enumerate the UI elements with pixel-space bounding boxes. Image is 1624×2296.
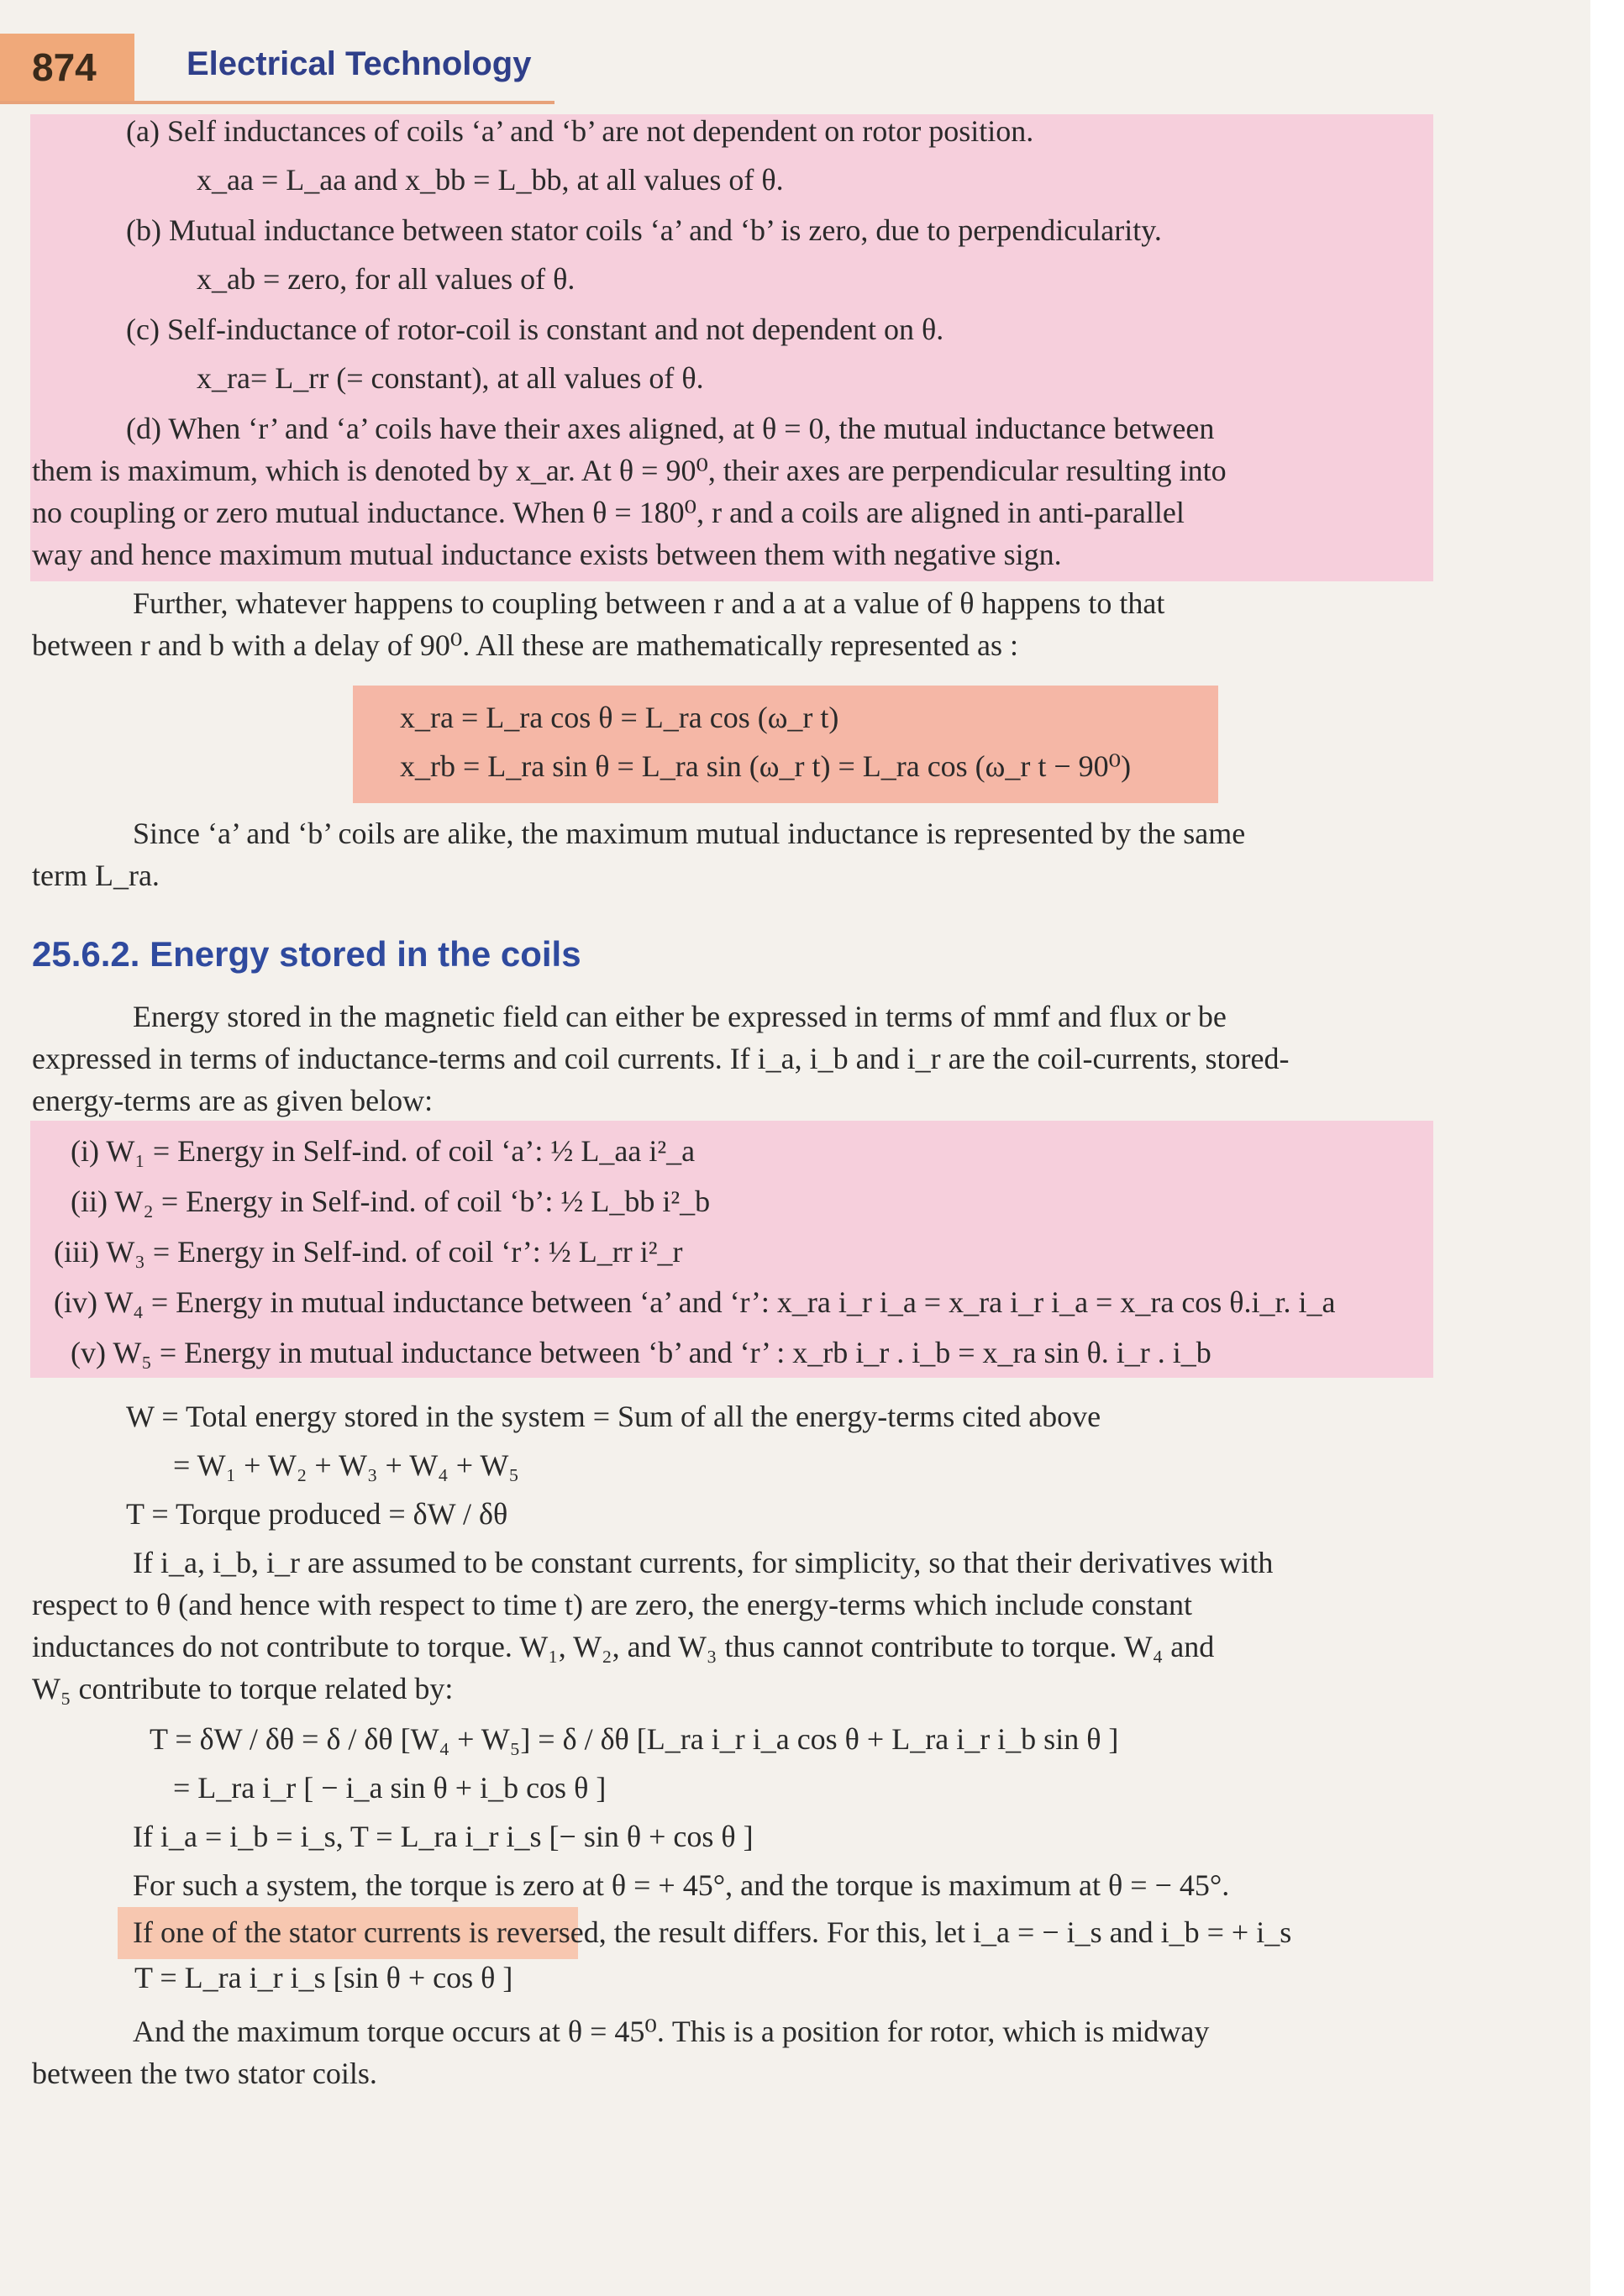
line-d1: (d) When ‘r’ and ‘a’ coils have their axes aligned, at θ = 0, the mutual inductance between — [126, 412, 1215, 445]
line-a2: x_aa = L_aa and x_bb = L_bb, at all values of θ. — [197, 163, 784, 197]
line-c1: (c) Self-inductance of rotor-coil is constant and not dependent on θ. — [126, 313, 944, 346]
line-b1: (b) Mutual inductance between stator coils ‘a’ and ‘b’ is zero, due to perpendicularity. — [126, 213, 1162, 247]
energy-term-3: (iii) W₃ = Energy in Self-ind. of coil ‘r’: ½ L_rr i²_r — [54, 1235, 683, 1269]
line-e2: expressed in terms of inductance-terms and coil currents. If i_a, i_b and i_r are the coil-currents, stored- — [32, 1042, 1290, 1075]
header-rule — [0, 101, 554, 104]
torque-definition: T = Torque produced = δW / δθ — [126, 1497, 508, 1531]
line-end1: And the maximum torque occurs at θ = 45⁰. This is a position for rotor, which is midway — [133, 2015, 1210, 2048]
line-e3: energy-terms are as given below: — [32, 1084, 434, 1117]
reversed-current-line: If one of the stator currents is reversed, the result differs. For this, let i_a = − i_s and i_b = + i_s — [133, 1915, 1292, 1949]
page-header — [0, 34, 1624, 109]
equation-xrb: x_rb = L_ra sin θ = L_ra sin (ω_r t) = L_ra cos (ω_r t − 90⁰) — [400, 749, 1132, 783]
line-p2: respect to θ (and hence with respect to time t) are zero, the energy-terms which include constant — [32, 1588, 1193, 1621]
line-p3: inductances do not contribute to torque. W₁, W₂, and W₃ thus cannot contribute to torque. W₄ and — [32, 1630, 1215, 1663]
torque-statement: For such a system, the torque is zero at θ = + 45°, and the torque is maximum at θ = − 45°. — [133, 1868, 1230, 1902]
energy-term-1: (i) W₁ = Energy in Self-ind. of coil ‘a’: ½ L_aa i²_a — [71, 1134, 696, 1168]
line-b2: x_ab = zero, for all values of θ. — [197, 262, 575, 296]
total-energy-sum: = W₁ + W₂ + W₃ + W₄ + W₅ — [173, 1448, 519, 1482]
line-s2: term L_ra. — [32, 859, 160, 892]
line-s1: Since ‘a’ and ‘b’ coils are alike, the maximum mutual inductance is represented by the same — [133, 817, 1246, 850]
total-energy-line: W = Total energy stored in the system = Sum of all the energy-terms cited above — [126, 1400, 1101, 1433]
torque-equation-3: If i_a = i_b = i_s, T = L_ra i_r i_s [− sin θ + cos θ ] — [133, 1820, 754, 1853]
equation-xra: x_ra = L_ra cos θ = L_ra cos (ω_r t) — [400, 701, 839, 734]
line-p4: W₅ contribute to torque related by: — [32, 1672, 454, 1705]
section-heading: 25.6.2. Energy stored in the coils — [32, 934, 581, 974]
energy-term-4: (iv) W₄ = Energy in mutual inductance between ‘a’ and ‘r’: x_ra i_r i_a = x_ra i_r i_a = x_ra cos θ.i_r. i_a — [54, 1285, 1336, 1319]
line-e1: Energy stored in the magnetic field can either be expressed in terms of mmf and flux or be — [133, 1000, 1227, 1033]
torque-result: T = L_ra i_r i_s [sin θ + cos θ ] — [134, 1961, 513, 1994]
page-number: 874 — [0, 34, 134, 101]
line-f1: Further, whatever happens to coupling between r and a at a value of θ happens to that — [133, 586, 1165, 620]
torque-equation-2: = L_ra i_r [ − i_a sin θ + i_b cos θ ] — [173, 1771, 607, 1805]
line-f2: between r and b with a delay of 90⁰. All these are mathematically represented as : — [32, 628, 1018, 662]
energy-term-5: (v) W₅ = Energy in mutual inductance between ‘b’ and ‘r’ : x_rb i_r . i_b = x_ra sin θ. i_r . i_b — [71, 1336, 1211, 1369]
book-title: Electrical Technology — [187, 45, 532, 82]
page-edge — [1590, 0, 1624, 2296]
line-c2: x_ra= L_rr (= constant), at all values of θ. — [197, 361, 704, 395]
line-d2: them is maximum, which is denoted by x_ar. At θ = 90⁰, their axes are perpendicular resulting into — [32, 454, 1227, 487]
line-a1: (a) Self inductances of coils ‘a’ and ‘b’ are not dependent on rotor position. — [126, 114, 1034, 148]
line-end2: between the two stator coils. — [32, 2057, 377, 2090]
line-d4: way and hence maximum mutual inductance exists between them with negative sign. — [32, 538, 1062, 571]
energy-term-2: (ii) W₂ = Energy in Self-ind. of coil ‘b’: ½ L_bb i²_b — [71, 1185, 711, 1218]
line-p1: If i_a, i_b, i_r are assumed to be constant currents, for simplicity, so that their derivatives with — [133, 1546, 1274, 1579]
line-d3: no coupling or zero mutual inductance. When θ = 180⁰, r and a coils are aligned in anti-parallel — [32, 496, 1185, 529]
torque-equation-1: T = δW / δθ = δ / δθ [W₄ + W₅] = δ / δθ [L_ra i_r i_a cos θ + L_ra i_r i_b sin θ ] — [150, 1722, 1119, 1756]
